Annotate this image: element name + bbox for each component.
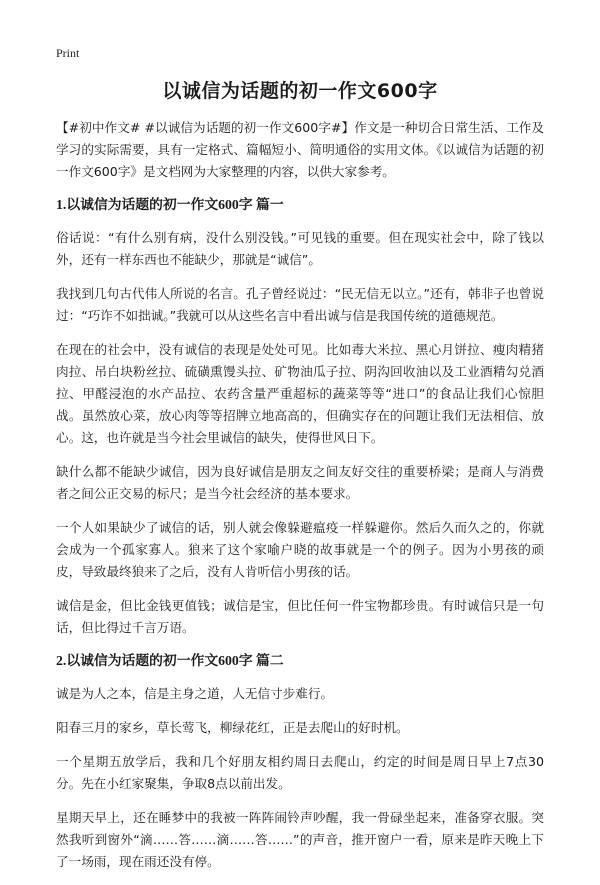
paragraph: 我找到几句古代伟人所说的名言。孔子曾经说过：“民无信无以立。”还有，韩非子也曾说过：“巧诈不如拙诚。”我就可以从这些名言中看出诚与信是我国传统的道德规范。 xyxy=(56,286,544,323)
paragraph: 诚是为人之本，信是主身之道，人无信寸步难行。 xyxy=(56,686,334,701)
paragraph: 诚信是金，但比金钱更值钱；诚信是宝，但比任何一件宝物都珍贵。有时诚信只是一句话，但比得过千言万语。 xyxy=(56,598,544,635)
article-body xyxy=(56,117,544,885)
section-heading-1: 1.以诚信为话题的初一作文600字 篇一 xyxy=(56,197,284,212)
paragraph: 星期天早上，还在睡梦中的我被一阵阵闹铃声吵醒，我一骨碌坐起来，准备穿衣服。突然我听到窗外“滴……答……滴……答……”的声音，推开窗户一看，原来是昨天晚上下了一场雨，现在雨还没有停。 xyxy=(56,810,544,869)
paragraph: 阳春三月的家乡，草长莺飞，柳绿花红，正是去爬山的好时机。 xyxy=(56,720,409,735)
paragraph: 在现在的社会中，没有诚信的表现是处处可见。比如毒大米拉、黑心月饼拉、瘦肉精猪肉拉、吊白块粉丝拉、硫磺熏馒头拉、矿物油瓜子拉、阴沟回收油以及工业酒精勾兑酒拉、甲醛浸泡的水产品拉、农药含量严重超标的蔬菜等等“进口”的食品让我们心惊胆战。虽然放心菜，放心肉等等招牌立地高高的，但确实存在的问题让我们无法相信、放心。这，也许就是当今社会里诚信的缺失，使得世风日下。 xyxy=(56,342,544,445)
paragraph: 缺什么都不能缺少诚信，因为良好诚信是朋友之间友好交往的重要桥梁；是商人与消费者之间公正交易的标尺；是当今社会经济的基本要求。 xyxy=(56,464,544,501)
paragraph: 俗话说：“有什么别有病，没什么别没钱。”可见钱的重要。但在现实社会中，除了钱以外，还有一样东西也不能缺少，那就是“诚信”。 xyxy=(56,230,544,267)
section-heading-2: 2.以诚信为话题的初一作文600字 篇二 xyxy=(56,653,284,668)
paragraph: 一个星期五放学后，我和几个好朋友相约周日去爬山，约定的时间是周日早上7点30分。先在小红家聚集，争取8点以前出发。 xyxy=(56,754,544,791)
intro-paragraph: 【#初中作文# #以诚信为话题的初一作文600字#】作文是一种切合日常生活、工作及学习的实际需要，具有一定格式、篇幅短小、简明通俗的实用文体。《以诚信为话题的初一作文600字》是文档网为大家整理的内容，以供大家参考。 xyxy=(56,120,544,179)
paragraph: 一个人如果缺少了诚信的话，别人就会像躲避瘟疫一样躲避你。然后久而久之的，你就会成为一个孤家寡人。狼来了这个家喻户晓的故事就是一个的例子。因为小男孩的顽皮，导致最终狼来了之后，没有人肯听信小男孩的话。 xyxy=(56,520,544,579)
print-label[interactable]: Print xyxy=(56,46,80,60)
article-title: 以诚信为话题的初一作文600字 xyxy=(162,80,438,102)
